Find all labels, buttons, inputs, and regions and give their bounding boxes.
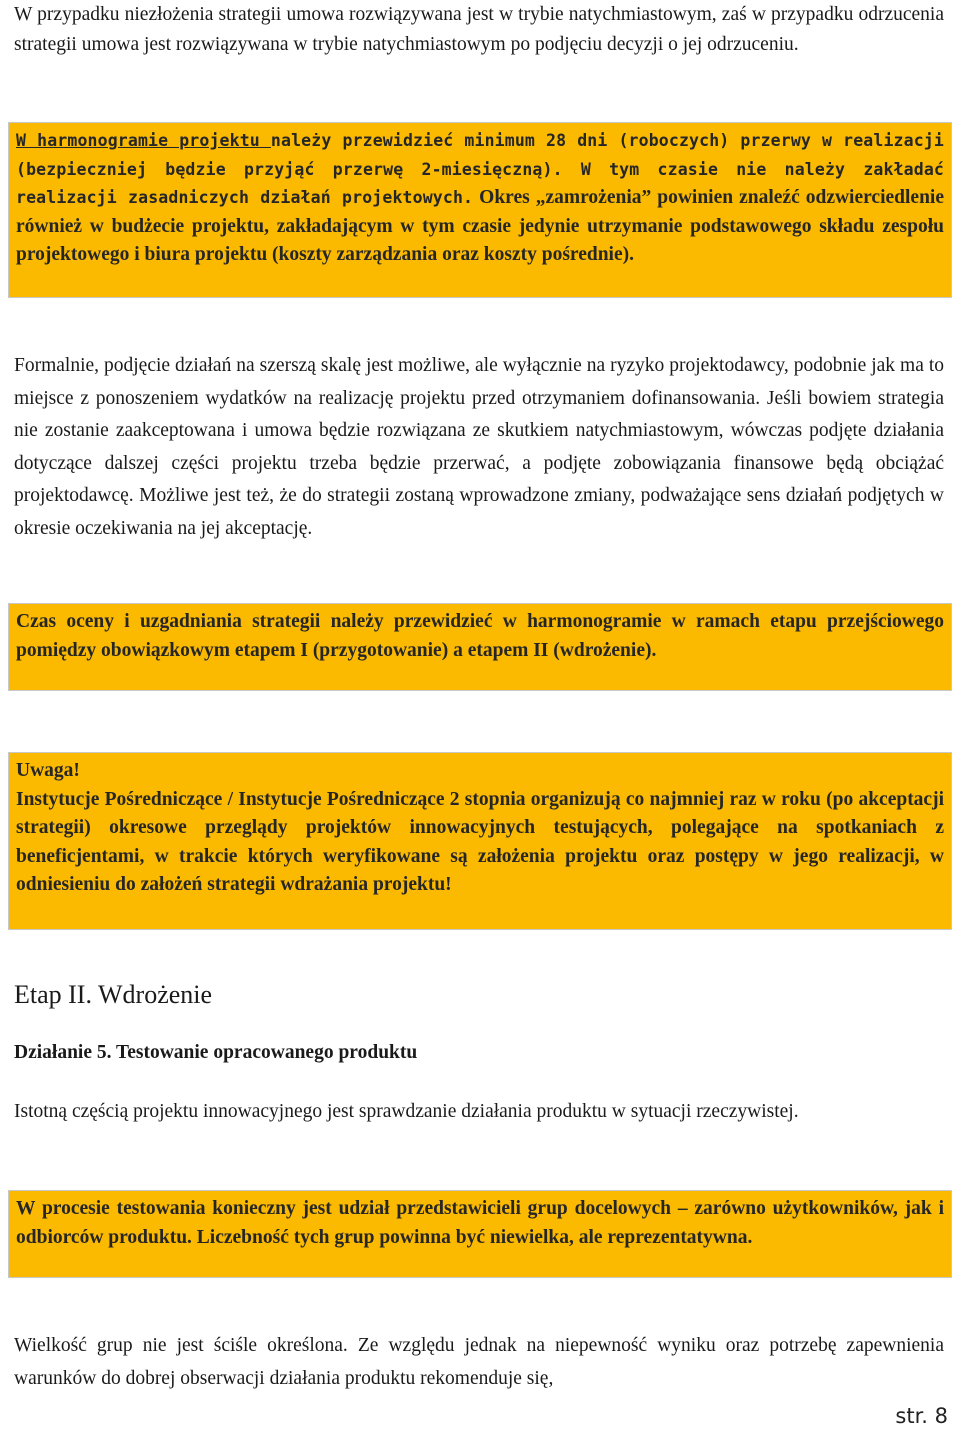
highlight-box-schedule-text xyxy=(16,127,944,270)
subsection-heading-action: Działanie 5. Testowanie opracowanego produktu xyxy=(14,1042,418,1063)
highlight-box-evaluation-text: Czas oceny i uzgadniania strategii należy przewidzieć w harmonogramie w ramach etapu przejściowego pomiędzy obowiązkowym etapem I (przygotowanie) a etapem II (wdrożenie). xyxy=(16,611,944,661)
schedule-link-text: W harmonogramie projektu xyxy=(16,131,271,150)
highlight-box-schedule xyxy=(8,122,952,298)
highlight-box-target-groups-text: W procesie testowania konieczny jest udział przedstawicieli grup docelowych – zarówno użytkowników, jak i odbiorców produktu. Liczebność tych grup powinna być niewielka, ale reprezentatywna. xyxy=(16,1198,944,1248)
freeze-period-text: Okres „zamrożenia” powinien znaleźć odzwierciedlenie również w budżecie projektu, zakładającym w tym czasie jedynie utrzymanie podstawowego składu zespołu projektowego i biura projektu (koszty zarządzania oraz koszty pośrednie). xyxy=(16,187,944,265)
highlight-box-evaluation-time xyxy=(8,603,952,691)
paragraph-termination: W przypadku niezłożenia strategii umowa rozwiązywana jest w trybie natychmiastowym, zaś w przypadku odrzucenia strategii umowa jest rozwiązywana w trybie natychmiastowym po podjęciu decyzji o jej odrzuceniu. xyxy=(14,4,944,55)
note-title: Uwaga! xyxy=(16,760,80,781)
paragraph-formal-risk: Formalnie, podjęcie działań na szerszą skalę jest możliwe, ale wyłącznie na ryzyko projektodawcy, podobnie jak ma to miejsce z ponoszeniem wydatków na realizację projektu przed otrzymaniem dofinansowania. Jeśli bowiem strategia nie zostanie zaakceptowana i umowa będzie rozwiązana ze skutkiem natychmiastowym, wówczas podjęte działania dotyczące dalszej części projektu trzeba będzie przerwać, a podjęte zobowiązania finansowe będą obciążać projektodawcę. Możliwe jest też, że do strategii zostaną wprowadzone zmiany, podważające sens działań podjętych w okresie oczekiwania na jej akceptację. xyxy=(14,355,944,539)
schedule-break-text: należy przewidzieć minimum 28 dni (roboczych) przerwy w realizacji (bezpieczniej będzie przyjąć przerwę 2-miesięczną). W tym czasie nie należy zakładać realizacji zasadniczych działań projektowych. xyxy=(16,131,944,207)
page-number: str. 8 xyxy=(895,1404,948,1428)
paragraph-testing-intro: Istotną częścią projektu innowacyjnego jest sprawdzanie działania produktu w sytuacji rzeczywistej. xyxy=(14,1101,799,1122)
note-text: Instytucje Pośredniczące / Instytucje Pośredniczące 2 stopnia organizują co najmniej raz w roku (po akceptacji strategii) okresowe przeglądy projektów innowacyjnych testujących, polegające na spotkaniach z beneficjentami, w trakcie których weryfikowane są założenia projektu oraz postępy w jego realizacji, w odniesieniu do założeń strategii wdrażania projektu! xyxy=(16,788,944,895)
section-heading-stage: Etap II. Wdrożenie xyxy=(14,980,213,1009)
paragraph-group-size: Wielkość grup nie jest ściśle określona. Ze względu jednak na niepewność wyniku oraz potrzebę zapewnienia warunków do dobrej obserwacji działania produktu rekomenduje się, xyxy=(14,1335,944,1389)
highlight-box-target-groups xyxy=(8,1190,952,1278)
highlight-box-note xyxy=(8,752,952,930)
